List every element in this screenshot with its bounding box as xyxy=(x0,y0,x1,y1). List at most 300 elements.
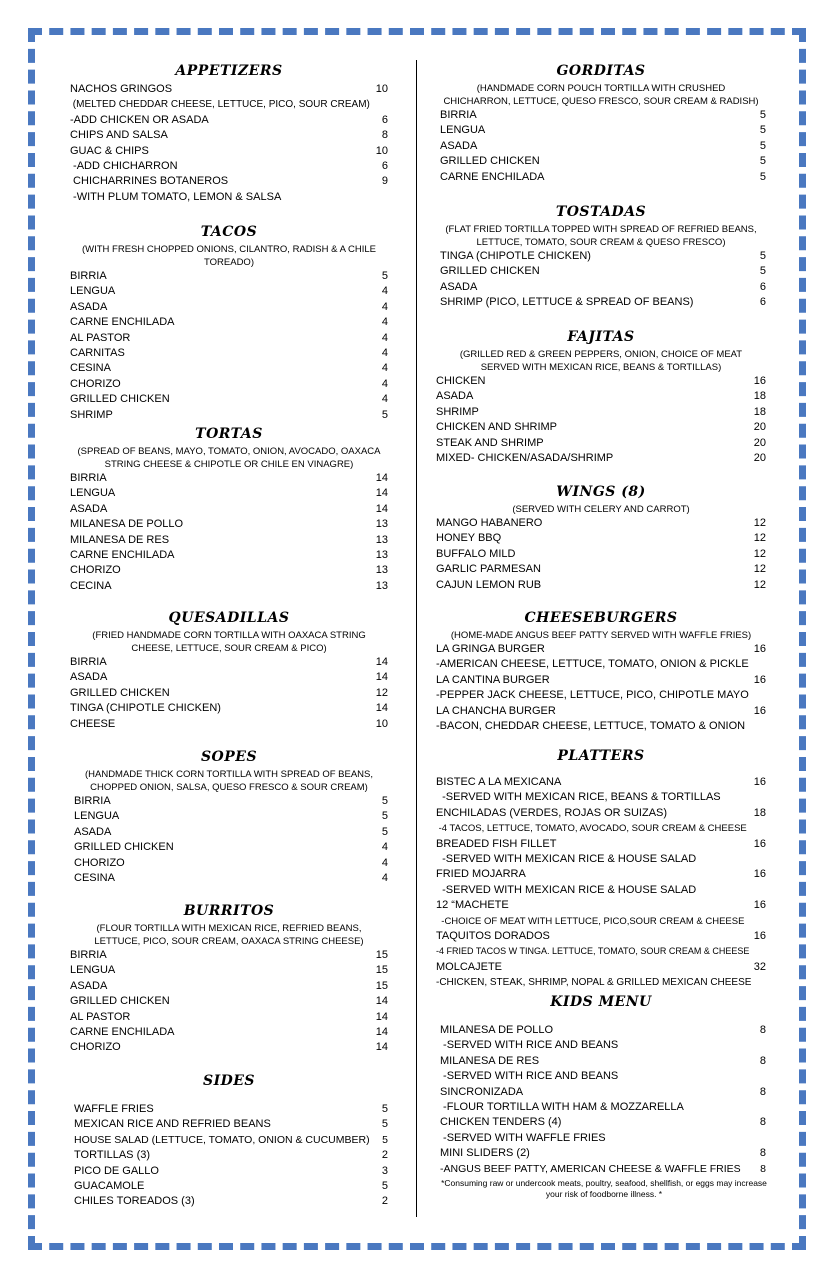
menu-item xyxy=(70,361,388,376)
item-price: 4 xyxy=(381,841,388,854)
item-price: 6 xyxy=(759,296,766,309)
item-price: 12 xyxy=(753,563,766,576)
menu-item xyxy=(436,516,766,531)
item-name: ENCHILADAS (VERDES, ROJAS OR SUIZAS) xyxy=(436,806,668,819)
menu-section-kids xyxy=(436,991,766,1177)
item-price xyxy=(750,1131,766,1146)
item-price: 8 xyxy=(381,129,388,142)
item-name: BIRRIA xyxy=(70,270,107,282)
item-name: GARLIC PARMESAN xyxy=(436,563,541,576)
section-title: QUESADILLAS xyxy=(168,610,290,626)
item-price xyxy=(750,719,766,734)
item-name: AL PASTOR xyxy=(70,331,131,344)
item-price xyxy=(750,1100,766,1115)
item-price: 18 xyxy=(753,405,766,418)
item-price: 18 xyxy=(753,806,766,819)
menu-section-appetizers xyxy=(70,60,388,205)
item-price xyxy=(750,852,766,867)
menu-item xyxy=(436,264,766,279)
item-price xyxy=(750,688,766,703)
item-name: GUACAMOLE xyxy=(74,1179,145,1192)
item-name: MANGO HABANERO xyxy=(436,517,543,529)
food-safety-disclaimer: *Consuming raw or undercook meats, poultry, seafood, shellfish, or eggs may increase your risk of foodborne illness. * xyxy=(441,1178,767,1199)
item-name: CHORIZO xyxy=(70,1041,121,1054)
item-price: 5 xyxy=(381,795,388,807)
item-price: 14 xyxy=(375,702,388,715)
item-name: LENGUA xyxy=(70,285,116,298)
menu-item xyxy=(70,871,388,886)
menu-item xyxy=(436,883,766,898)
item-price: 15 xyxy=(375,979,388,992)
menu-item xyxy=(70,1133,388,1148)
item-name: -SERVED WITH RICE AND BEANS xyxy=(440,1070,619,1083)
item-name: LENGUA xyxy=(70,487,116,500)
item-name: GRILLED CHICKEN xyxy=(74,841,174,854)
item-name: CHICKEN TENDERS (4) xyxy=(440,1116,562,1129)
item-price: 4 xyxy=(381,393,388,406)
item-name: CAJUN LEMON RUB xyxy=(436,578,542,591)
menu-item xyxy=(436,704,766,719)
item-price: 5 xyxy=(382,1133,388,1146)
menu-item xyxy=(436,1100,766,1115)
menu-item xyxy=(436,436,766,451)
menu-item xyxy=(436,154,766,169)
section-title: TOSTADAS xyxy=(555,204,647,220)
item-name: CHICHARRINES BOTANEROS xyxy=(70,175,229,188)
item-price: 5 xyxy=(381,1179,388,1192)
item-name: TORTILLAS (3) xyxy=(74,1149,151,1162)
item-price: 14 xyxy=(375,1041,388,1054)
menu-item xyxy=(70,144,388,159)
item-price: 10 xyxy=(375,83,388,95)
item-price: 16 xyxy=(753,899,766,912)
item-price: 4 xyxy=(381,285,388,298)
section-description: (HANDMADE CORN POUCH TORTILLA WITH CRUSHED CHICHARRON, LETTUCE, QUESO FRESCO, SOUR CREAM & RADISH) xyxy=(443,83,759,107)
item-name: BIRRIA xyxy=(70,472,107,484)
menu-item xyxy=(70,533,388,548)
item-name: BIRRIA xyxy=(70,656,107,668)
menu-item xyxy=(70,315,388,330)
item-name: -SERVED WITH MEXICAN RICE & HOUSE SALAD xyxy=(436,852,697,865)
menu-item xyxy=(70,1102,388,1117)
item-price: 14 xyxy=(375,502,388,515)
item-price: 10 xyxy=(375,717,388,730)
section-title: WINGS (8) xyxy=(556,484,646,500)
section-title: GORDITAS xyxy=(556,63,646,79)
menu-item xyxy=(436,790,766,805)
item-name: MILANESA DE RES xyxy=(70,533,170,546)
menu-item xyxy=(436,1069,766,1084)
menu-section-sopes xyxy=(70,746,388,886)
item-price xyxy=(750,790,766,805)
menu-item xyxy=(436,1023,766,1038)
section-description: (HANDMADE THICK CORN TORTILLA WITH SPREAD OF BEANS, CHOPPED ONION, SALSA, QUESO FRESCO & SOUR CREAM) xyxy=(84,769,374,793)
menu-item xyxy=(436,1162,766,1177)
menu-item xyxy=(436,806,766,821)
item-price xyxy=(750,657,766,672)
item-price: 32 xyxy=(753,960,766,973)
menu-item xyxy=(70,948,388,963)
item-name: -SERVED WITH WAFFLE FRIES xyxy=(440,1131,606,1144)
menu-item xyxy=(436,1085,766,1100)
section-title: BURRITOS xyxy=(183,903,275,919)
item-name: -ANGUS BEEF PATTY, AMERICAN CHEESE & WAFFLE FRIES xyxy=(440,1162,741,1175)
item-name: ASADA xyxy=(74,825,112,838)
section-description: (SERVED WITH CELERY AND CARROT) xyxy=(512,504,690,515)
item-price: 20 xyxy=(753,421,766,434)
item-price: 5 xyxy=(381,1103,388,1115)
item-price: 4 xyxy=(381,300,388,313)
item-name: TINGA (CHIPOTLE CHICKEN) xyxy=(70,702,221,715)
menu-item xyxy=(70,548,388,563)
item-price: 14 xyxy=(375,1025,388,1038)
item-name: ASADA xyxy=(436,390,474,403)
item-name: CARNE ENCHILADA xyxy=(70,316,175,329)
menu-item xyxy=(70,269,388,284)
section-title: APPETIZERS xyxy=(175,63,283,79)
item-price: 16 xyxy=(753,929,766,942)
menu-item xyxy=(436,914,766,929)
item-price: 10 xyxy=(375,144,388,157)
item-price: 5 xyxy=(381,825,388,838)
menu-item xyxy=(436,673,766,688)
menu-item xyxy=(436,170,766,185)
menu-item xyxy=(436,898,766,913)
menu-item xyxy=(436,975,766,990)
item-name: CARNITAS xyxy=(70,346,125,359)
menu-section-quesadillas xyxy=(70,607,388,732)
menu-item xyxy=(70,346,388,361)
menu-item xyxy=(70,408,388,423)
item-name: CHILES TOREADOS (3) xyxy=(74,1195,195,1208)
section-title: TORTAS xyxy=(195,426,263,442)
item-price: 4 xyxy=(381,316,388,329)
item-price: 16 xyxy=(753,868,766,881)
item-name: SINCRONIZADA xyxy=(440,1085,524,1098)
section-title: PLATTERS xyxy=(557,748,645,764)
item-price: 20 xyxy=(753,451,766,464)
item-name: AL PASTOR xyxy=(70,1010,131,1023)
item-name: ASADA xyxy=(70,979,108,992)
item-price: 12 xyxy=(753,578,766,591)
menu-section-platters xyxy=(436,745,766,990)
item-price: 3 xyxy=(381,1164,388,1177)
menu-section-tacos xyxy=(70,221,388,423)
menu-item xyxy=(436,389,766,404)
item-name: SHRIMP xyxy=(436,405,479,418)
menu-item xyxy=(436,852,766,867)
menu-item xyxy=(436,295,766,310)
item-price: 5 xyxy=(759,155,766,168)
item-price: 8 xyxy=(759,1054,766,1067)
section-description: (GRILLED RED & GREEN PEPPERS, ONION, CHOICE OF MEAT SERVED WITH MEXICAN RICE, BEANS & TORTILLAS) xyxy=(459,349,743,373)
item-price: 4 xyxy=(381,331,388,344)
item-name: LENGUA xyxy=(70,964,116,977)
item-name: 12 “MACHETE xyxy=(436,899,509,912)
item-price: 16 xyxy=(753,776,766,788)
item-price: 16 xyxy=(753,704,766,717)
item-name: MILANESA DE POLLO xyxy=(70,518,184,531)
item-name: HONEY BBQ xyxy=(436,532,502,545)
item-name: GRILLED CHICKEN xyxy=(70,995,170,1008)
section-title: SIDES xyxy=(202,1073,256,1089)
item-price: 13 xyxy=(375,564,388,577)
item-price: 15 xyxy=(375,964,388,977)
item-price: 6 xyxy=(381,113,388,126)
menu-item xyxy=(436,405,766,420)
menu-item xyxy=(436,775,766,790)
item-price: 16 xyxy=(753,375,766,387)
menu-item xyxy=(70,563,388,578)
item-price: 14 xyxy=(375,656,388,668)
item-price: 12 xyxy=(753,517,766,529)
menu-section-gorditas xyxy=(436,60,766,185)
item-name: GRILLED CHICKEN xyxy=(70,393,170,406)
item-price: 8 xyxy=(760,1162,766,1175)
menu-item xyxy=(436,821,766,836)
item-price: 5 xyxy=(759,124,766,137)
item-name: LA CHANCHA BURGER xyxy=(436,704,556,717)
item-price: 4 xyxy=(381,346,388,359)
item-price: 5 xyxy=(759,109,766,121)
item-name: -ADD CHICHARRON xyxy=(70,159,178,172)
menu-item xyxy=(436,547,766,562)
item-price: 13 xyxy=(375,533,388,546)
menu-item xyxy=(436,1054,766,1069)
item-price: 8 xyxy=(759,1147,766,1160)
item-price xyxy=(751,975,767,990)
menu-item xyxy=(436,688,766,703)
item-price xyxy=(750,914,766,929)
item-price: 14 xyxy=(375,995,388,1008)
item-name: CHORIZO xyxy=(74,856,125,869)
item-name: -CHICKEN, STEAK, SHRIMP, NOPAL & GRILLED MEXICAN CHEESE xyxy=(436,977,752,989)
menu-item xyxy=(436,1131,766,1146)
item-name: HOUSE SALAD (LETTUCE, TOMATO, ONION & CUCUMBER) xyxy=(74,1133,370,1146)
item-price: 8 xyxy=(759,1024,766,1036)
item-price: 18 xyxy=(753,390,766,403)
menu-item xyxy=(436,1146,766,1161)
item-price: 6 xyxy=(759,280,766,293)
menu-item xyxy=(70,159,388,174)
item-name: CARNE ENCHILADA xyxy=(70,548,175,561)
menu-item xyxy=(70,840,388,855)
item-name: -WITH PLUM TOMATO, LEMON & SALSA xyxy=(70,190,282,203)
menu-item xyxy=(70,809,388,824)
menu-item xyxy=(436,249,766,264)
menu-item xyxy=(436,960,766,975)
item-name: GRILLED CHICKEN xyxy=(70,686,170,699)
menu-item xyxy=(70,1194,388,1209)
section-title: SOPES xyxy=(200,749,258,765)
item-price xyxy=(750,821,766,836)
item-name: BIRRIA xyxy=(440,109,477,121)
item-name: SHRIMP xyxy=(70,408,113,421)
section-description: (WITH FRESH CHOPPED ONIONS, CILANTRO, RADISH & A CHILE TOREADO) xyxy=(81,244,376,268)
item-price xyxy=(750,944,766,959)
item-name: (MELTED CHEDDAR CHEESE, LETTUCE, PICO, SOUR CREAM) xyxy=(70,99,370,111)
item-name: SHRIMP (PICO, LETTUCE & SPREAD OF BEANS) xyxy=(440,296,694,309)
item-price: 5 xyxy=(759,139,766,152)
menu-item xyxy=(70,82,388,97)
menu-section-wings xyxy=(436,481,766,593)
item-name: -FLOUR TORTILLA WITH HAM & MOZZARELLA xyxy=(440,1100,684,1113)
item-price: 8 xyxy=(759,1116,766,1129)
item-price: 13 xyxy=(375,518,388,531)
menu-item xyxy=(70,517,388,532)
item-name: CHEESE xyxy=(70,717,116,730)
item-price: 14 xyxy=(375,671,388,684)
item-price: 5 xyxy=(381,270,388,282)
item-name: BISTEC A LA MEXICANA xyxy=(436,776,562,788)
item-price: 2 xyxy=(381,1149,388,1162)
menu-section-burritos xyxy=(70,900,388,1056)
item-name: ASADA xyxy=(70,300,108,313)
menu-item xyxy=(70,686,388,701)
item-name: CARNE ENCHILADA xyxy=(70,1025,175,1038)
item-price: 9 xyxy=(381,175,388,188)
item-name: CHICKEN xyxy=(436,375,486,387)
item-name: TINGA (CHIPOTLE CHICKEN) xyxy=(440,250,591,262)
menu-section-sides xyxy=(70,1070,388,1210)
item-price: 13 xyxy=(375,579,388,592)
item-price: 12 xyxy=(375,686,388,699)
item-price: 14 xyxy=(375,472,388,484)
item-name: BUFFALO MILD xyxy=(436,547,516,560)
item-name: ASADA xyxy=(440,280,478,293)
item-price: 5 xyxy=(381,810,388,823)
item-price: 15 xyxy=(375,949,388,961)
section-description: (SPREAD OF BEANS, MAYO, TOMATO, ONION, AVOCADO, OAXACA STRING CHEESE & CHIPOTLE OR CHILE EN VINAGRE) xyxy=(77,446,381,470)
item-name: -4 FRIED TACOS W TINGA. LETTUCE, TOMATO, SOUR CREAM & CHEESE xyxy=(436,946,750,957)
menu-item xyxy=(436,642,766,657)
item-price: 14 xyxy=(375,487,388,500)
menu-item xyxy=(70,579,388,594)
item-price: 5 xyxy=(381,1118,388,1131)
item-name: MEXICAN RICE AND REFRIED BEANS xyxy=(74,1118,271,1131)
item-name: -SERVED WITH MEXICAN RICE & HOUSE SALAD xyxy=(436,883,697,896)
menu-item xyxy=(436,1038,766,1053)
item-name: CHORIZO xyxy=(70,377,121,390)
item-name: GRILLED CHICKEN xyxy=(440,155,540,168)
menu-item xyxy=(436,280,766,295)
item-name: BIRRIA xyxy=(74,795,111,807)
section-description: (HOME-MADE ANGUS BEEF PATTY SERVED WITH WAFFLE FRIES) xyxy=(450,630,752,641)
menu-item xyxy=(70,486,388,501)
item-name: CECINA xyxy=(70,579,112,592)
menu-item xyxy=(70,128,388,143)
item-name: CHICKEN AND SHRIMP xyxy=(436,421,558,434)
item-price: 4 xyxy=(381,871,388,884)
item-name: GRILLED CHICKEN xyxy=(440,265,540,278)
item-name: WAFFLE FRIES xyxy=(74,1103,154,1115)
item-price xyxy=(750,1069,766,1084)
item-name: MOLCAJETE xyxy=(436,960,503,973)
menu-item xyxy=(70,1148,388,1163)
menu-item xyxy=(436,420,766,435)
item-price: 5 xyxy=(759,250,766,262)
menu-item xyxy=(70,502,388,517)
item-name: GUAC & CHIPS xyxy=(70,144,149,157)
menu-item xyxy=(70,825,388,840)
menu-item xyxy=(436,944,766,959)
item-price xyxy=(372,190,388,205)
item-name: -SERVED WITH RICE AND BEANS xyxy=(440,1039,619,1052)
item-price: 14 xyxy=(375,1010,388,1023)
item-name: LA CANTINA BURGER xyxy=(436,673,550,686)
item-name: MIXED- CHICKEN/ASADA/SHRIMP xyxy=(436,451,614,464)
menu-item xyxy=(436,867,766,882)
item-price: 8 xyxy=(759,1085,766,1098)
menu-section-tostadas xyxy=(436,201,766,311)
item-name: BREADED FISH FILLET xyxy=(436,837,557,850)
item-price: 13 xyxy=(375,548,388,561)
menu-item xyxy=(70,717,388,732)
menu-item xyxy=(70,174,388,189)
menu-item xyxy=(70,190,388,205)
item-name: MILANESA DE RES xyxy=(440,1054,540,1067)
section-description: (FLAT FRIED TORTILLA TOPPED WITH SPREAD OF REFRIED BEANS, LETTUCE, TOMATO, SOUR CREAM & QUESO FRESCO) xyxy=(445,224,757,248)
item-price: 6 xyxy=(381,159,388,172)
menu-item xyxy=(70,284,388,299)
menu-item xyxy=(70,1040,388,1055)
menu-item xyxy=(70,963,388,978)
menu-section-tortas xyxy=(70,423,388,594)
item-price xyxy=(372,97,388,112)
item-price: 5 xyxy=(381,408,388,421)
menu-section-cheeseburgers xyxy=(436,607,766,734)
section-description: (FLOUR TORTILLA WITH MEXICAN RICE, REFRIED BEANS, LETTUCE, PICO, SOUR CREAM, OAXACA STRING CHEESE) xyxy=(94,923,364,947)
item-name: TAQUITOS DORADOS xyxy=(436,929,550,942)
menu-item xyxy=(70,994,388,1009)
menu-item xyxy=(436,657,766,672)
item-price: 12 xyxy=(753,532,766,545)
section-title: KIDS MENU xyxy=(550,994,652,1010)
menu-item xyxy=(436,531,766,546)
menu-item xyxy=(70,794,388,809)
item-name: LENGUA xyxy=(74,810,120,823)
menu-item xyxy=(70,1025,388,1040)
menu-item xyxy=(436,1115,766,1130)
item-name: CHIPS AND SALSA xyxy=(70,129,168,142)
item-name: LA GRINGA BURGER xyxy=(436,643,545,655)
item-price: 4 xyxy=(381,856,388,869)
item-name: PICO DE GALLO xyxy=(74,1164,159,1177)
menu-item xyxy=(436,108,766,123)
item-price xyxy=(750,883,766,898)
menu-item xyxy=(70,856,388,871)
item-price: 20 xyxy=(753,436,766,449)
item-price: 2 xyxy=(381,1195,388,1208)
menu-item xyxy=(436,562,766,577)
item-name: MINI SLIDERS (2) xyxy=(440,1147,530,1160)
menu-item xyxy=(70,377,388,392)
menu-item xyxy=(436,123,766,138)
menu-item xyxy=(70,655,388,670)
item-price: 16 xyxy=(753,673,766,686)
section-description: (FRIED HANDMADE CORN TORTILLA WITH OAXACA STRING CHEESE, LETTUCE, SOUR CREAM & PICO) xyxy=(92,630,366,654)
item-name: -AMERICAN CHEESE, LETTUCE, TOMATO, ONION & PICKLE xyxy=(436,658,749,671)
item-price: 4 xyxy=(381,362,388,375)
menu-item xyxy=(70,1117,388,1132)
item-price: 12 xyxy=(753,547,766,560)
menu-item xyxy=(70,670,388,685)
column-divider xyxy=(416,60,417,1217)
item-name: ASADA xyxy=(70,502,108,515)
menu-item xyxy=(70,97,388,112)
item-name: -CHOICE OF MEAT WITH LETTUCE, PICO,SOUR CREAM & CHEESE xyxy=(436,915,745,927)
menu-item xyxy=(436,719,766,734)
